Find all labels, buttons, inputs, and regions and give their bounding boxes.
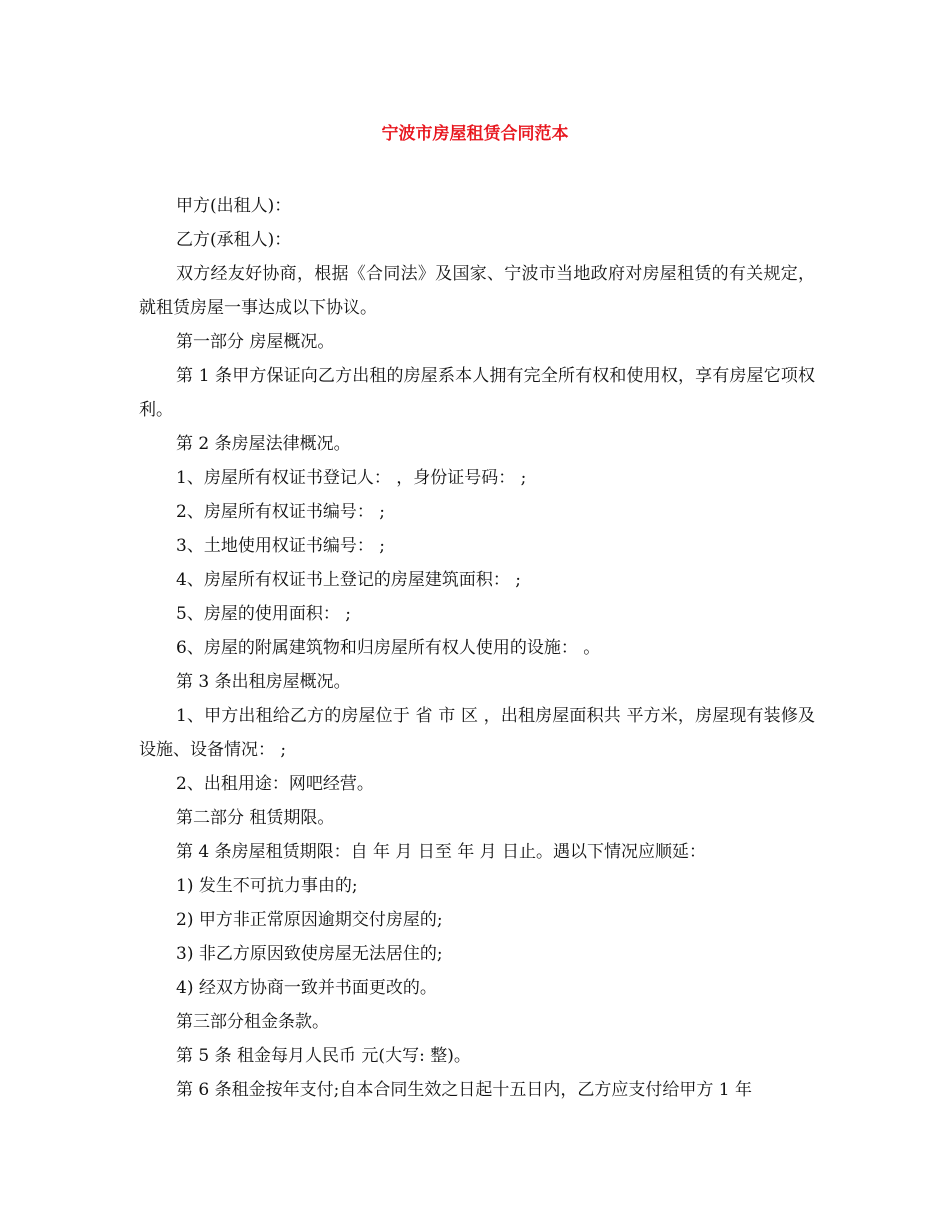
section-heading-part-1: 第一部分 房屋概况。 <box>176 332 335 352</box>
clause-4-item-2: 2) 甲方非正常原因逾期交付房屋的; <box>176 910 443 930</box>
paragraph-party-b: 乙方(承租人)： <box>176 230 292 250</box>
clause-2-item-5: 5、房屋的使用面积： ; <box>176 604 351 624</box>
clause-4-item-3: 3) 非乙方原因致使房屋无法居住的; <box>176 944 443 964</box>
clause-4-item-1: 1) 发生不可抗力事由的; <box>176 876 358 896</box>
document-title: 宁波市房屋租赁合同范本 <box>381 124 569 144</box>
clause-2-item-4: 4、房屋所有权证书上登记的房屋建筑面积： ; <box>176 570 521 590</box>
clause-3-item-1: 1、甲方出租给乙方的房屋位于 省 市 区 ，出租房屋面积共 平方米，房屋现有装修及设施、设备情况： ; <box>139 706 815 760</box>
document-body <box>139 189 815 1107</box>
section-heading-part-3: 第三部分租金条款。 <box>176 1012 329 1032</box>
clause-5: 第 5 条 租金每月人民币 元(大写: 整)。 <box>176 1046 471 1066</box>
clause-4-item-4: 4) 经双方协商一致并书面更改的。 <box>176 978 437 998</box>
paragraph-agreement-intro: 双方经友好协商，根据《合同法》及国家、宁波市当地政府对房屋租赁的有关规定，就租赁房屋一事达成以下协议。 <box>139 264 815 318</box>
clause-2-item-2: 2、房屋所有权证书编号： ; <box>176 502 385 522</box>
clause-3-heading: 第 3 条出租房屋概况。 <box>176 672 351 692</box>
clause-6: 第 6 条租金按年支付;自本合同生效之日起十五日内，乙方应支付给甲方 1 年 <box>176 1080 752 1100</box>
section-heading-part-2: 第二部分 租赁期限。 <box>176 808 335 828</box>
clause-4: 第 4 条房屋租赁期限：自 年 月 日至 年 月 日止。遇以下情况应顺延： <box>176 842 707 862</box>
clause-2-item-6: 6、房屋的附属建筑物和归房屋所有权人使用的设施： 。 <box>176 638 601 658</box>
clause-2-heading: 第 2 条房屋法律概况。 <box>176 434 351 454</box>
clause-2-item-1: 1、房屋所有权证书登记人： ，身份证号码： ; <box>176 468 527 488</box>
clause-1: 第 1 条甲方保证向乙方出租的房屋系本人拥有完全所有权和使用权，享有房屋它项权利。 <box>139 366 815 420</box>
paragraph-party-a: 甲方(出租人)： <box>176 196 292 216</box>
clause-3-item-2: 2、出租用途：网吧经营。 <box>176 774 374 794</box>
clause-2-item-3: 3、土地使用权证书编号： ; <box>176 536 385 556</box>
